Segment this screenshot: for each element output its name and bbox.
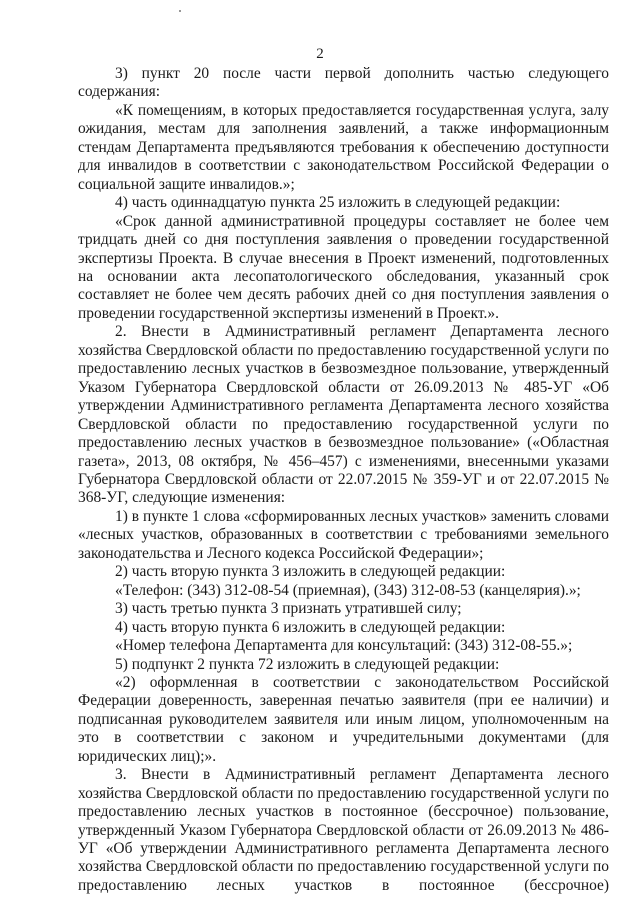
paragraph-subitem-2: 2) часть вторую пункта 3 изложить в следующей редакции: xyxy=(115,563,506,581)
paragraph-phone-quote: «Телефон: (343) 312-08-54 (приемная), (343) 312-08-53 (канцелярия).»; xyxy=(115,581,581,599)
paragraph-subitem-5: 5) подпункт 2 пункта 72 изложить в следующей редакции: xyxy=(115,655,500,673)
paragraph-subitem-4: 4) часть вторую пункта 6 изложить в следующей редакции: xyxy=(115,618,506,636)
paragraph-item-4-intro: 4) часть одиннадцатую пункта 25 изложить в следующей редакции: xyxy=(115,194,561,212)
paragraph-section-2: 2. Внести в Административный регламент Департамента лесного хозяйства Свердловской области по предоставлению государственной услуги по предоставлению лесных участков в безвозмездное пользование, утвержденный Указом Губернатора Свердловской области от 26.09.2013 № 485-УГ «Об утверждении Административного регламента Департамента лесного хозяйства Свердловской области по предоставлению государственной услуги по предоставлению лесных участков в безвозмездное пользование» («Областная газета», 2013, 08 октября, № 456–457) с изменениями, внесенными указами Губернатора Свердловской области от 22.07.2015 № 359-УГ и от 22.07.2015 № 368-УГ, следующие изменения: xyxy=(78,323,609,507)
paragraph-item-3-intro: 3) пункт 20 после части первой дополнить частью следующего содержания: xyxy=(78,65,609,101)
paragraph-subitem-3: 3) часть третью пункта 3 признать утратившей силу; xyxy=(115,600,462,618)
paragraph-consult-phone-quote: «Номер телефона Департамента для консультаций: (343) 312-08-55.»; xyxy=(115,637,573,655)
paragraph-term-quote: «Срок данной административной процедуры составляет не более чем тридцать дней со дня поступления заявления о проведении государственной экспертизы Проекта. В случае внесения в Проект изменений, подготовленных на основании акта лесопатологического обследования, указанный срок составляет не более чем десять рабочих дней со дня поступления заявления о проведении государственной экспертизы изменений в Проект.». xyxy=(78,212,609,322)
document-body xyxy=(78,65,609,895)
paragraph-power-of-attorney-quote: «2) оформленная в соответствии с законодательством Российской Федерации доверенность, заверенная печатью заявителя (при ее наличии) и подписанная руководителем заявителя или иным лицом, уполномоченным на это в соответствии с законом и учредительными документами (для юридических лиц);». xyxy=(78,673,609,765)
scan-speck xyxy=(179,10,181,12)
paragraph-subitem-1: 1) в пункте 1 слова «сформированных лесных участков» заменить словами «лесных участков, образованных в соответствии с требованиями земельного законодательства и Лесного кодекса Российской Федерации»; xyxy=(78,507,609,562)
page-number: 2 xyxy=(316,46,324,62)
paragraph-section-3: 3. Внести в Административный регламент Департамента лесного хозяйства Свердловской области по предоставлению государственной услуги по предоставлению лесных участков в постоянное (бессрочное) пользование, утвержденный Указом Губернатора Свердловской области от 26.09.2013 № 486-УГ «Об утверждении Административного регламента Департамента лесного хозяйства Свердловской области по предоставлению государственной услуги по предоставлению лесных участков в постоянное (бессрочное) xyxy=(78,766,609,894)
paragraph-accessibility-quote: «К помещениям, в которых предоставляется государственная услуга, залу ожидания, местам для заполнения заявлений, а также информационным стендам Департамента предъявляются требования к обеспечению доступности для инвалидов в соответствии с законодательством Российской Федерации о социальной защите инвалидов.»; xyxy=(78,101,609,193)
